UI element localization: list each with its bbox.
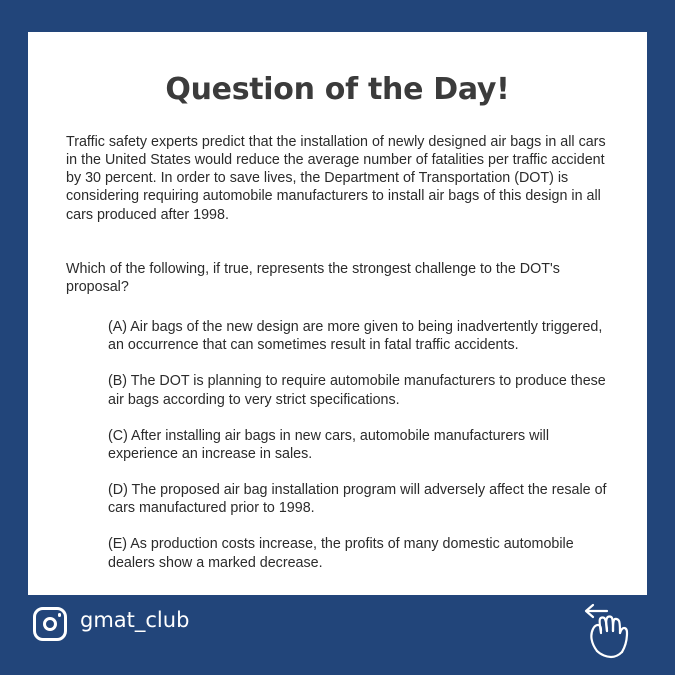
question-stem: Traffic safety experts predict that the installation of newly designed air bags in all cars in the United States would reduce the average number of fatalities per traffic accident by 30 percent. In order to save lives, the Department of Transportation (DOT) is considering requiring automobile manufacturers to install air bags of this design in all cars produced after 1998. [66, 134, 606, 223]
answer-choice-e[interactable]: (E) As production costs increase, the profits of many domestic automobile dealers show a marked decrease. [108, 536, 574, 571]
pointing-hand-up-icon [577, 589, 641, 659]
instagram-icon-dot [58, 613, 62, 617]
instagram-icon[interactable] [33, 607, 67, 641]
answer-choice-b[interactable]: (B) The DOT is planning to require automobile manufacturers to produce these air bags according to very strict specifications. [108, 373, 606, 408]
footer-bar [0, 597, 675, 675]
answer-choice-d[interactable]: (D) The proposed air bag installation program will adversely affect the resale of cars manufactured prior to 1998. [108, 482, 607, 517]
answer-choice-c[interactable]: (C) After installing air bags in new cars, automobile manufacturers will experience an increase in sales. [108, 427, 550, 462]
question-prompt: Which of the following, if true, represents the strongest challenge to the DOT's proposal? [66, 260, 560, 295]
instagram-handle[interactable]: gmat_club [80, 608, 190, 632]
answer-choices [108, 318, 609, 572]
question-card [28, 32, 647, 595]
instagram-icon-ring [43, 617, 57, 631]
answer-choice-a[interactable]: (A) Air bags of the new design are more given to being inadvertently triggered, an occurrence that can sometimes result in fatal traffic accidents. [108, 319, 603, 354]
page-title: Question of the Day! [165, 72, 510, 107]
